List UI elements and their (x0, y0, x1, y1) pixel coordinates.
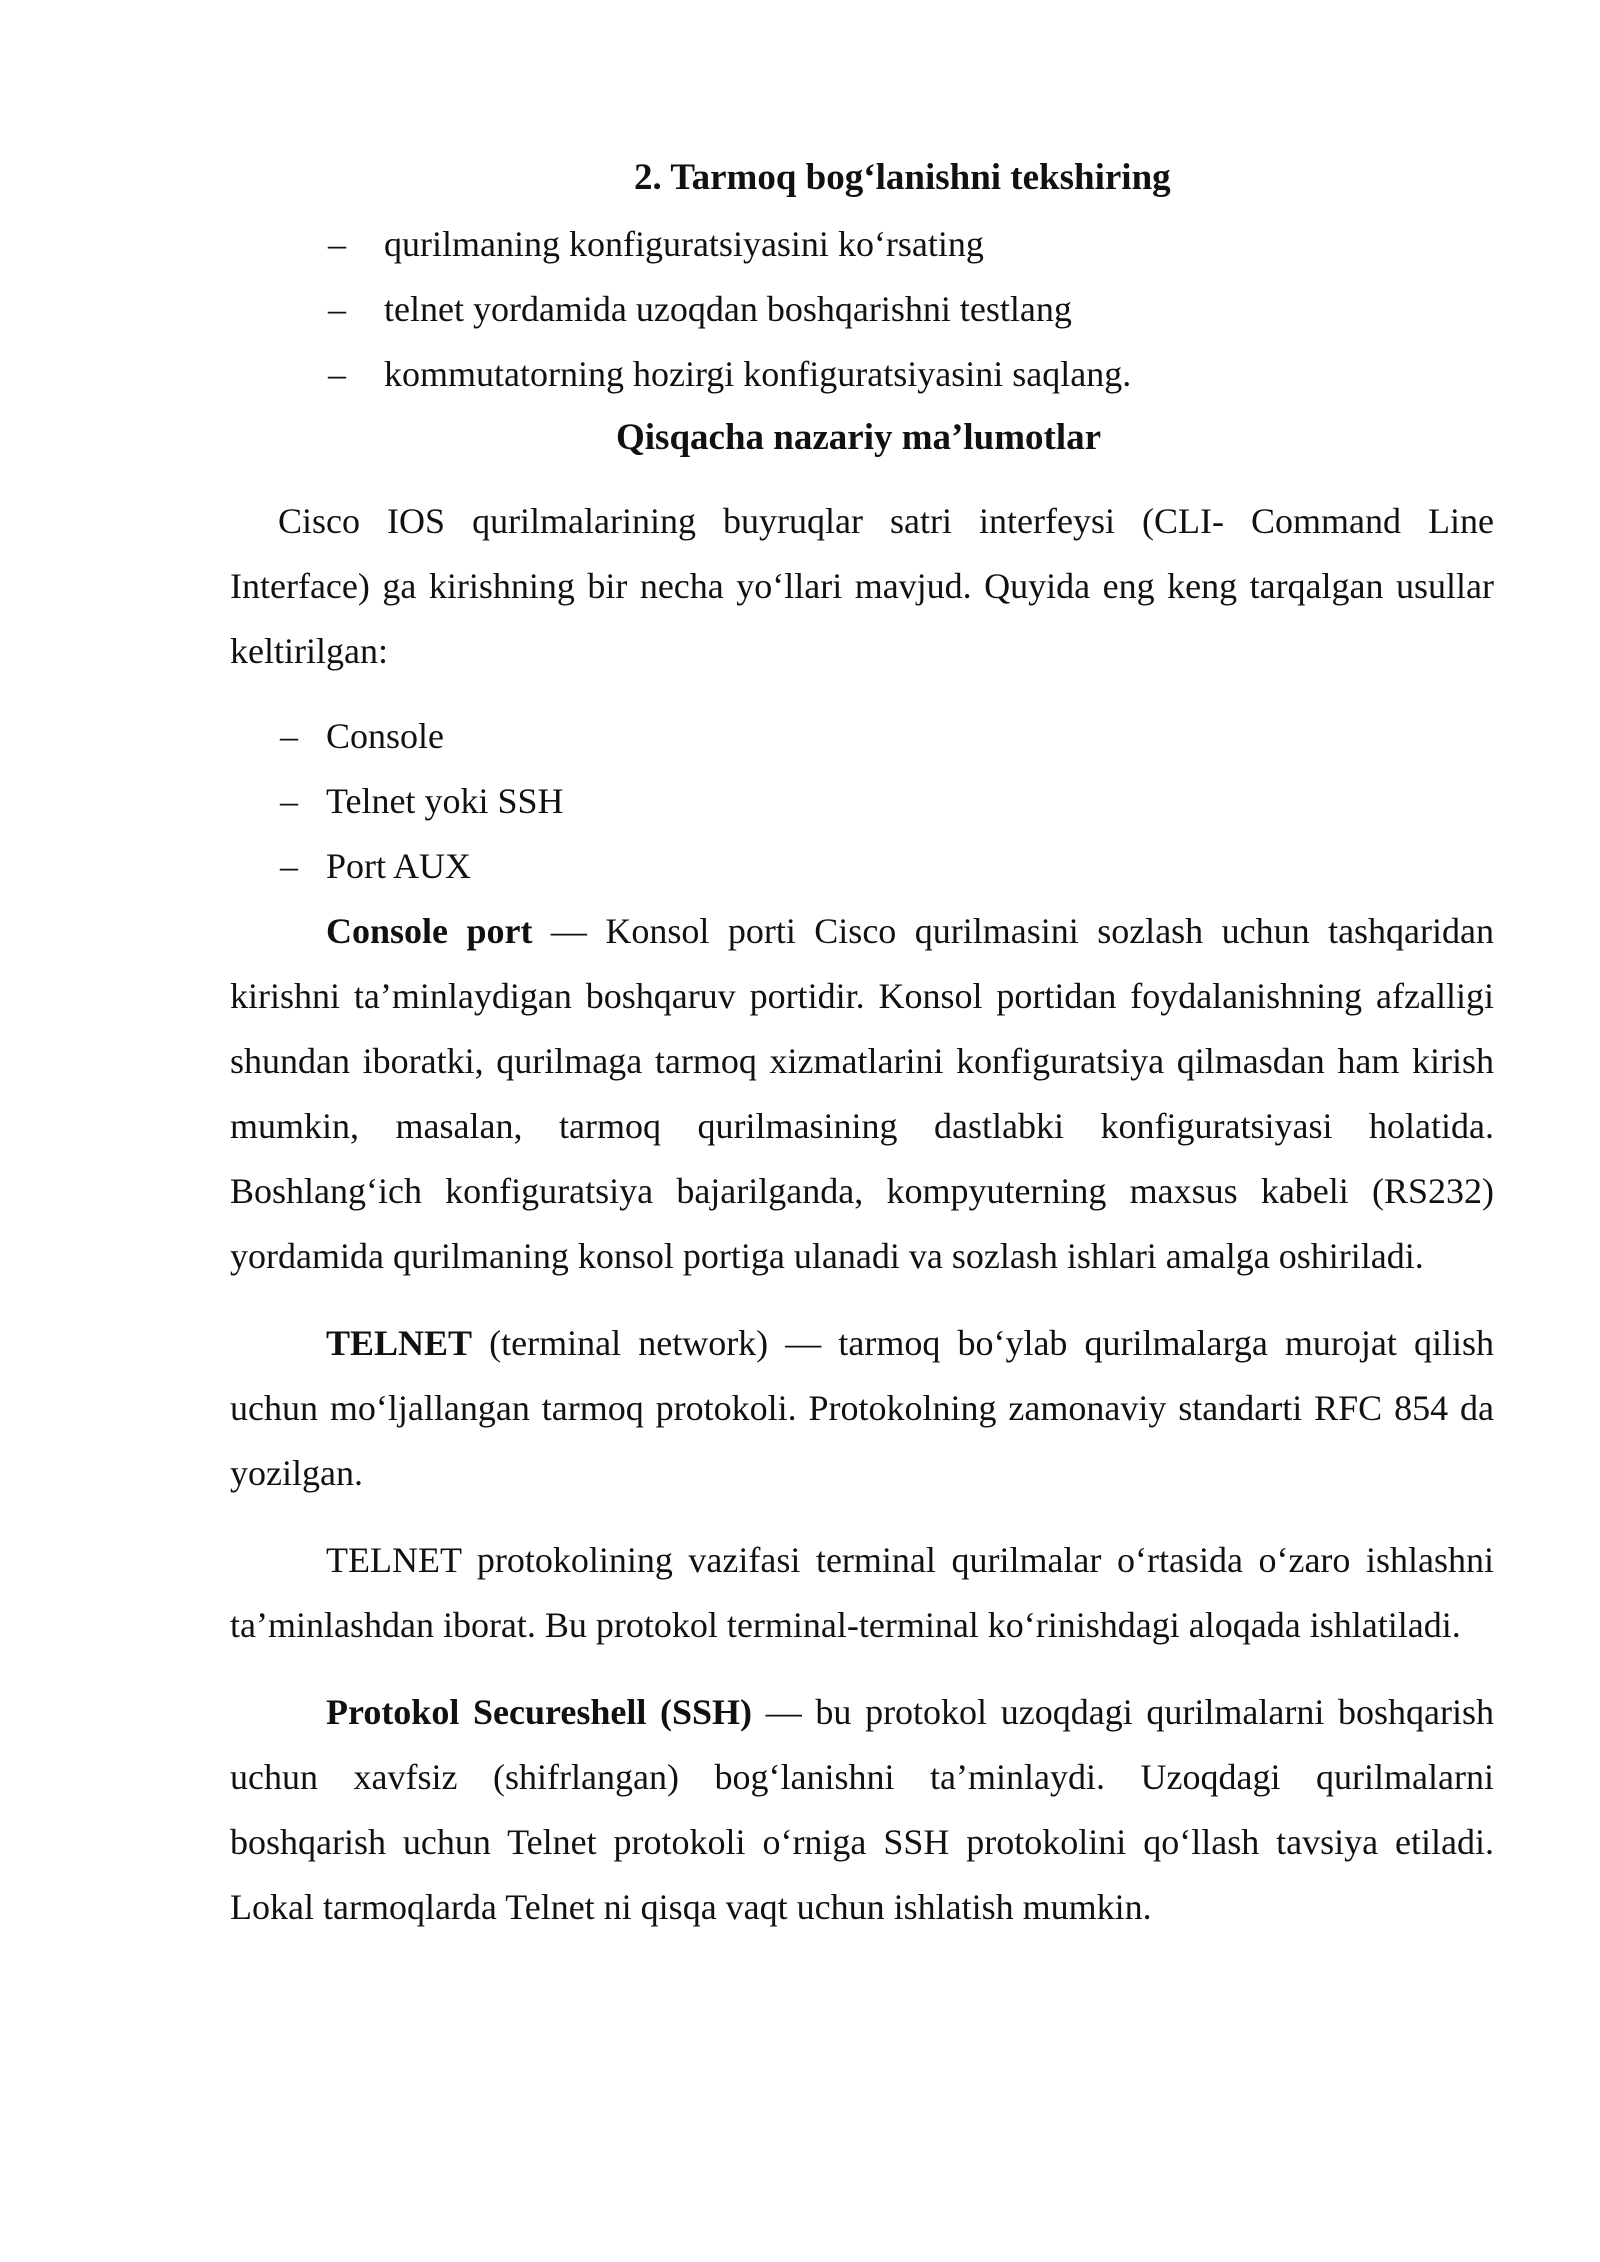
console-port-paragraph (230, 899, 1494, 1289)
console-port-text: — Konsol porti Cisco qurilmasini sozlash uchun tashqaridan kirishni ta’minlaydigan boshqaruv portidir. Konsol portidan foydalanishning afzalligi shundan iboratki, qurilmaga tarmoq xizmatlarini konfiguratsiya qilmasdan ham kirish mumkin, masalan, tarmoq qurilmasining dastlabki konfiguratsiyasi holatida. Boshlang‘ich konfiguratsiya bajarilganda, kompyuterning maxsus kabeli (RS232) yordamida qurilmaning konsol portiga ulanadi va sozlash ishlari amalga oshiriladi. (230, 911, 1495, 1276)
list-item (230, 834, 1494, 899)
list-item-text: telnet yordamida uzoqdan boshqarishni testlang (384, 289, 1072, 329)
console-port-term: Console port (326, 911, 533, 951)
list-dash: – (280, 781, 298, 821)
list-item (230, 277, 1494, 342)
intro-paragraph: Cisco IOS qurilmalarining buyruqlar satri interfeysi (CLI- Command Line Interface) ga kirishning bir necha yo‘llari mavjud. Quyida eng keng tarqalgan usullar keltirilgan: (230, 501, 1494, 671)
telnet-paragraph (230, 1311, 1494, 1506)
document-page (230, 150, 1494, 1940)
task-list (230, 212, 1494, 407)
list-item (230, 342, 1494, 407)
theory-heading: Qisqacha nazariy ma’lumotlar (616, 417, 1102, 458)
list-item-text: Telnet yoki SSH (326, 781, 564, 821)
list-item (230, 769, 1494, 834)
ssh-text: — bu protokol uzoqdagi qurilmalarni boshqarish uchun xavfsiz (shifrlangan) bog‘lanishni ta’minlaydi. Uzoqdagi qurilmalarni boshqarish uchun Telnet protokoli o‘rniga SSH protokolini qo‘llash tavsiya etiladi. Lokal tarmoqlarda Telnet ni qisqa vaqt uchun ishlatish mumkin. (230, 1692, 1494, 1927)
ssh-paragraph (230, 1680, 1494, 1940)
telnet-text: (terminal network) — tarmoq bo‘ylab qurilmalarga murojat qilish uchun mo‘ljallangan tarmoq protokoli. Protokolning zamonaviy standarti RFC 854 da yozilgan. (230, 1323, 1494, 1493)
telnet-term: TELNET (326, 1323, 473, 1363)
ssh-term: Protokol Secureshell (SSH) (326, 1692, 753, 1732)
access-methods-list (230, 704, 1494, 899)
list-dash: – (280, 716, 298, 756)
list-dash: – (328, 354, 346, 394)
list-dash: – (280, 846, 298, 886)
list-item (230, 704, 1494, 769)
list-item-text: qurilmaning konfiguratsiyasini ko‘rsating (384, 224, 984, 264)
list-item-text: Port AUX (326, 846, 472, 886)
list-dash: – (328, 224, 346, 264)
list-dash: – (328, 289, 346, 329)
list-item-text: kommutatorning hozirgi konfiguratsiyasini saqlang. (384, 354, 1132, 394)
telnet-task-paragraph: TELNET protokolining vazifasi terminal qurilmalar o‘rtasida o‘zaro ishlashni ta’minlashdan iborat. Bu protokol terminal-terminal ko‘rinishdagi aloqada ishlatiladi. (230, 1540, 1494, 1645)
list-item-text: Console (326, 716, 445, 756)
section-heading: 2. Tarmoq bog‘lanishni tekshiring (634, 157, 1171, 198)
list-item (230, 212, 1494, 277)
